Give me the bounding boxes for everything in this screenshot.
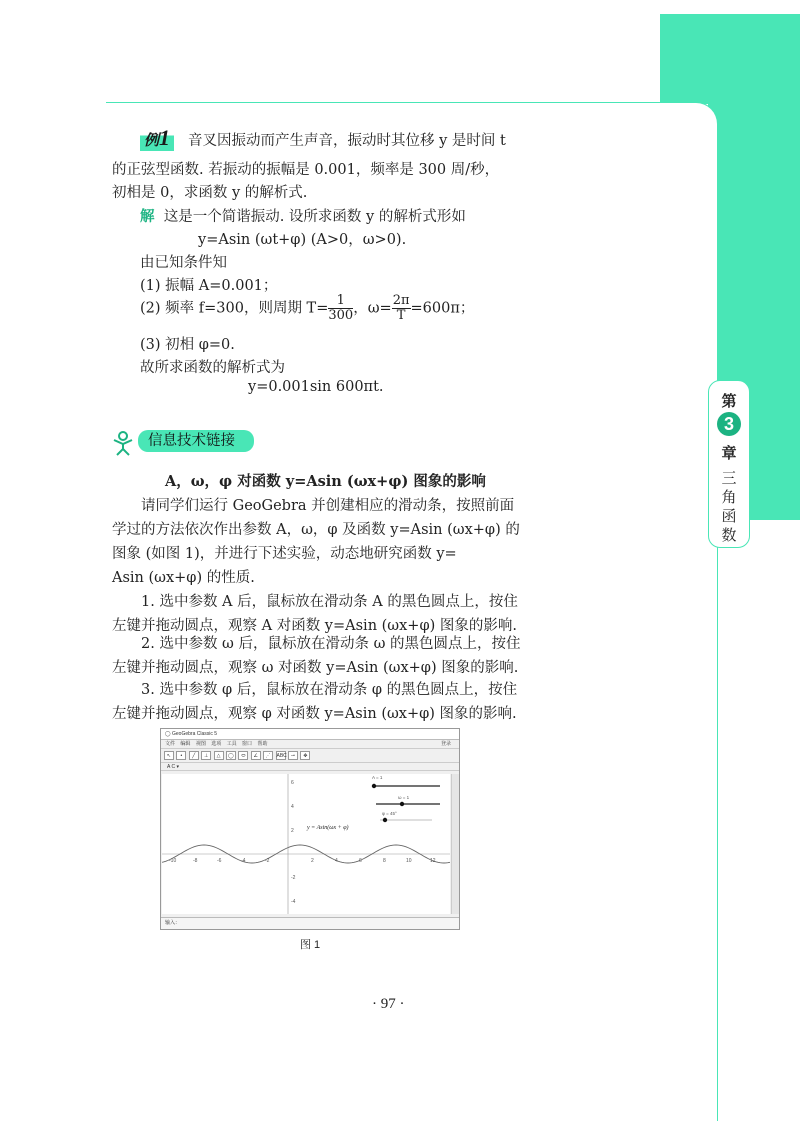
x-tick-label: -8 (193, 858, 198, 864)
menu-item[interactable]: 帮助 (257, 741, 268, 747)
step-1-line: 1. 选中参数 A 后，鼠标放在滑动条 A 的黑色圆点上，按住 (141, 594, 518, 610)
login-link[interactable]: 登录 (440, 741, 451, 747)
reflect-tool-icon[interactable]: ⋰ (263, 751, 273, 760)
ellipse-tool-icon[interactable]: ⬭ (238, 751, 248, 760)
info-person-icon (110, 430, 136, 456)
chapter-label-top: 第 (721, 393, 737, 410)
geogebra-toolbar (161, 749, 459, 763)
line-tool-icon[interactable]: ╱ (189, 751, 199, 760)
slider-phi-label: φ = 45° (382, 811, 397, 816)
input-bar[interactable] (161, 917, 459, 929)
info-paragraph-line: 学过的方法依次作出参数 A，ω，φ 及函数 y=Asin (ωx+φ) 的 (112, 522, 520, 538)
page-number: · 97 · (372, 996, 405, 1012)
geogebra-window (160, 728, 460, 930)
step-2-line: 左键并拖动圆点，观察 ω 对函数 y=Asin (ωx+φ) 图象的影响. (112, 660, 519, 676)
solution-item-1: (1) 振幅 A=0.001； (140, 278, 278, 294)
menu-item[interactable]: 选项 (211, 741, 222, 747)
menu-item[interactable]: 视图 (195, 741, 206, 747)
solution-answer: y=0.001sin 600πt. (248, 379, 384, 395)
solution-formula: y=Asin (ωt+φ) (A>0，ω>0). (198, 232, 407, 248)
chapter-title-char: 函 (721, 508, 737, 525)
chapter-title-char: 三 (721, 470, 737, 487)
example-line-3: 初相是 0，求函数 y 的解析式. (112, 185, 308, 201)
function-label: y = Asin(ωx + φ) (307, 825, 349, 831)
step-3-line: 3. 选中参数 φ 后，鼠标放在滑动条 φ 的黑色圆点上，按住 (141, 682, 518, 698)
fraction-omega: $\frac{2\pi}{T}$ (392, 293, 410, 323)
slider-a-label: A = 1 (372, 775, 383, 780)
y-tick-label: 4 (291, 804, 294, 810)
figure-caption: 图 1 (300, 939, 321, 951)
solution-item-2: (2) 频率 f=300，则周期 T= $\frac{1}{300}$ ，ω= $\frac{2\pi}{T}$ =600π； (140, 293, 475, 323)
fraction-period: $\frac{1}{300}$ (328, 293, 354, 323)
slider-w-label: ω = 1 (398, 795, 410, 800)
input-label: 输入： (165, 920, 181, 926)
menu-item[interactable]: 文件 (165, 741, 176, 747)
solution-known: 由已知条件知 (140, 255, 227, 271)
perpendicular-tool-icon[interactable]: ⊥ (201, 751, 211, 760)
x-tick-label: 6 (359, 858, 362, 864)
x-tick-label: -4 (241, 858, 246, 864)
geogebra-title-bar: ◯ GeoGebra Classic 5 (161, 729, 459, 740)
circle-tool-icon[interactable]: ◯ (226, 751, 236, 760)
x-tick-label: 4 (335, 858, 338, 864)
solution-conclusion: 故所求函数的解析式为 (140, 360, 285, 376)
graph-svg (162, 774, 450, 914)
solution-item-3: (3) 初相 φ=0. (140, 337, 235, 353)
menu-item[interactable]: 窗口 (242, 741, 253, 747)
info-paragraph-line: 图象 (如图 1)，并进行下述实验，动态地研究函数 y= (112, 546, 457, 562)
slider-a-handle (372, 784, 376, 788)
x-tick-label: -10 (169, 858, 177, 864)
x-tick-label: 10 (406, 858, 412, 864)
decorative-top-tab (660, 14, 800, 104)
chapter-label-bottom: 章 (721, 445, 737, 462)
menu-item[interactable]: 工具 (226, 741, 237, 747)
y-tick-label: -2 (291, 875, 296, 881)
info-paragraph-line: Asin (ωx+φ) 的性质. (112, 570, 255, 586)
y-tick-label: 6 (291, 780, 294, 786)
graphics-view[interactable] (162, 774, 450, 914)
chapter-title-char: 角 (721, 489, 737, 506)
solution-intro: 解 这是一个简谐振动. 设所求函数 y 的解析式形如 (140, 208, 466, 225)
x-tick-label: 8 (383, 858, 386, 864)
y-tick-label: -4 (291, 899, 296, 905)
slider-tool-icon[interactable]: ⊸ (288, 751, 298, 760)
step-1-line: 左键并拖动圆点，观察 A 对函数 y=Asin (ωx+φ) 图象的影响. (112, 618, 517, 634)
slider-w-handle (400, 802, 404, 806)
geogebra-menu-bar (161, 740, 459, 749)
info-heading: A，ω，φ 对函数 y=Asin (ωx+φ) 图象的影响 (165, 473, 486, 490)
x-tick-label: 2 (311, 858, 314, 864)
chapter-number: 3 (717, 412, 741, 436)
angle-tool-icon[interactable]: ∠ (251, 751, 261, 760)
x-tick-label: -2 (265, 858, 270, 864)
move-tool-icon[interactable]: ↖ (164, 751, 174, 760)
menu-item[interactable]: 编辑 (180, 741, 191, 747)
example-line-1 (140, 125, 506, 151)
geogebra-logo-icon: ◯ (165, 731, 172, 737)
y-tick-label: 2 (291, 828, 294, 834)
chapter-marker (708, 380, 750, 548)
x-tick-label: 12 (430, 858, 436, 864)
example-text: 音叉因振动而产生声音，振动时其位移 y 是时间 t (188, 133, 506, 149)
step-2-line: 2. 选中参数 ω 后，鼠标放在滑动条 ω 的黑色圆点上，按住 (141, 636, 521, 652)
geogebra-style-bar: A C ▾ (161, 763, 459, 771)
polygon-tool-icon[interactable]: △ (214, 751, 224, 760)
solution-label: 解 (140, 208, 155, 225)
text-tool-icon[interactable]: ABC (276, 753, 287, 759)
example-line-2: 的正弦型函数. 若振动的振幅是 0.001，频率是 300 周/秒， (112, 162, 500, 178)
chapter-title-char: 数 (721, 527, 737, 544)
point-tool-icon[interactable]: • (176, 751, 186, 760)
chapter-title (709, 469, 749, 545)
vertical-scrollbar[interactable] (451, 774, 459, 914)
info-link-title: 信息技术链接 (138, 430, 254, 452)
pan-tool-icon[interactable]: ✥ (300, 751, 310, 760)
x-tick-label: -6 (217, 858, 222, 864)
info-paragraph-line: 请同学们运行 GeoGebra 并创建相应的滑动条，按照前面 (141, 498, 515, 514)
example-badge: 例1 (140, 125, 174, 151)
step-3-line: 左键并拖动圆点，观察 φ 对函数 y=Asin (ωx+φ) 图象的影响. (112, 706, 517, 722)
slider-phi-handle (383, 818, 387, 822)
